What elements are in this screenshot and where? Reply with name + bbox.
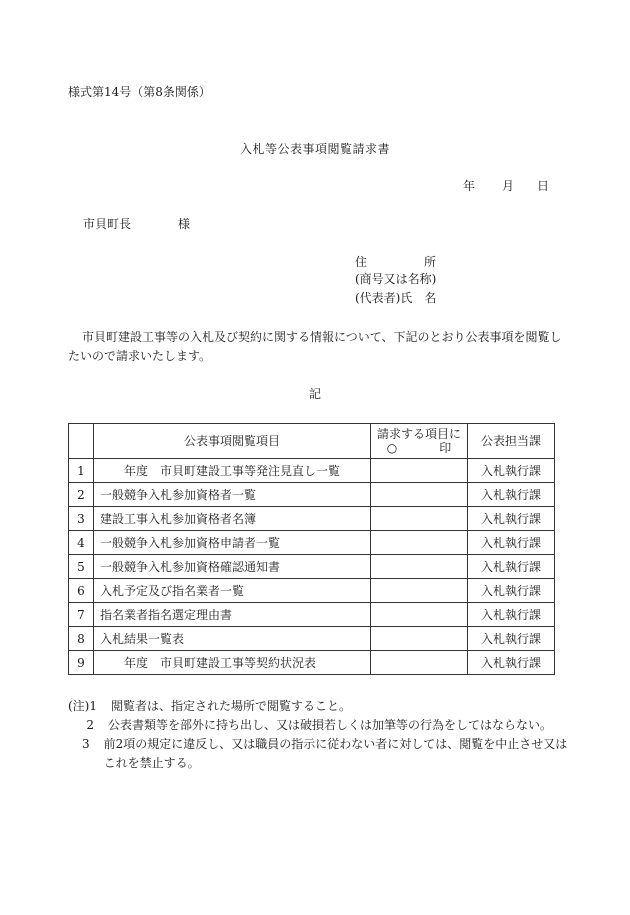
request-items-table <box>68 423 555 675</box>
note-number: 1 <box>89 699 98 713</box>
notes-section <box>68 697 568 773</box>
row-number: 2 <box>69 483 94 507</box>
table-row <box>69 603 555 627</box>
row-department: 入札執行課 <box>468 459 555 483</box>
company-name-label: (商号又は名称) <box>355 272 437 286</box>
addressee: 市貝町長 <box>83 217 132 231</box>
date-year-label: 年 <box>463 179 476 193</box>
table-row <box>69 651 555 675</box>
row-item-name: 入札予定及び指名業者一覧 <box>94 579 371 603</box>
row-number: 7 <box>69 603 94 627</box>
address-label-b: 所 <box>424 255 437 269</box>
note-number: 3 <box>81 737 90 751</box>
representative-label: (代表者)氏 名 <box>355 291 437 305</box>
note-item <box>68 716 568 735</box>
row-number: 4 <box>69 531 94 555</box>
row-number: 3 <box>69 507 94 531</box>
table-row <box>69 627 555 651</box>
row-request-mark[interactable] <box>371 555 468 579</box>
honorific: 様 <box>178 217 191 231</box>
notes-prefix: (注) <box>68 699 90 713</box>
row-department: 入札執行課 <box>468 483 555 507</box>
row-item-name: 入札結果一覧表 <box>94 627 371 651</box>
row-department: 入札執行課 <box>468 579 555 603</box>
note-number: 2 <box>86 718 94 732</box>
request-body-text: 市貝町建設工事等の入札及び契約に関する情報について、下記のとおり公表事項を閲覧したいので請求いたします。 <box>68 330 562 363</box>
header-request-line1: 請求する項目に <box>376 427 461 441</box>
row-item-name: 指名業者指名選定理由書 <box>94 603 371 627</box>
row-request-mark[interactable] <box>371 459 468 483</box>
ki-heading: 記 <box>308 387 321 401</box>
table-row <box>69 555 555 579</box>
row-request-mark[interactable] <box>371 483 468 507</box>
row-department: 入札執行課 <box>468 507 555 531</box>
row-request-mark[interactable] <box>371 507 468 531</box>
row-number: 1 <box>69 459 94 483</box>
row-item-name: 一般競争入札参加資格者一覧 <box>94 483 371 507</box>
row-request-mark[interactable] <box>371 579 468 603</box>
row-department: 入札執行課 <box>468 603 555 627</box>
row-department: 入札執行課 <box>468 531 555 555</box>
row-request-mark[interactable] <box>371 651 468 675</box>
table-header-row <box>69 424 555 459</box>
row-request-mark[interactable] <box>371 603 468 627</box>
row-number: 5 <box>69 555 94 579</box>
header-item: 公表事項閲覧項目 <box>94 424 371 459</box>
table-row <box>69 459 555 483</box>
row-item-name: 建設工事入札参加資格者名簿 <box>94 507 371 531</box>
note-item <box>68 697 568 716</box>
form-number: 様式第14号（第8条関係） <box>68 85 211 99</box>
table-row <box>69 531 555 555</box>
note-text: 公表書類等を部外に持ち出し、又は破損若しくは加筆等の行為をしてはならない。 <box>108 718 553 732</box>
row-number: 6 <box>69 579 94 603</box>
header-request-in: 印 <box>439 441 452 455</box>
row-item-name: 年度 市貝町建設工事等発注見直し一覧 <box>94 459 371 483</box>
row-department: 入札執行課 <box>468 555 555 579</box>
row-item-name: 一般競争入札参加資格確認通知書 <box>94 555 371 579</box>
row-request-mark[interactable] <box>371 627 468 651</box>
row-department: 入札執行課 <box>468 627 555 651</box>
circle-mark: ○ <box>386 441 398 455</box>
row-item-name: 年度 市貝町建設工事等契約状況表 <box>94 651 371 675</box>
row-item-name: 一般競争入札参加資格申請者一覧 <box>94 531 371 555</box>
header-request <box>371 424 468 459</box>
table-row <box>69 579 555 603</box>
note-text: 閲覧者は、指定された場所で閲覧すること。 <box>111 699 352 713</box>
address-label-a: 住 <box>355 255 368 269</box>
table-row <box>69 507 555 531</box>
header-dept: 公表担当課 <box>468 424 555 459</box>
date-month-label: 月 <box>502 179 515 193</box>
note-item <box>68 735 568 773</box>
header-no <box>69 424 94 459</box>
document-title: 入札等公表事項閲覧請求書 <box>239 142 390 156</box>
row-number: 8 <box>69 627 94 651</box>
row-number: 9 <box>69 651 94 675</box>
note-text: 前2項の規定に違反し、又は職員の指示に従わない者に対しては、閲覧を中止させ又はこれを禁止する。 <box>103 737 568 770</box>
row-department: 入札執行課 <box>468 651 555 675</box>
table-row <box>69 483 555 507</box>
header-request-line2 <box>371 441 467 455</box>
date-day-label: 日 <box>537 179 550 193</box>
row-request-mark[interactable] <box>371 531 468 555</box>
